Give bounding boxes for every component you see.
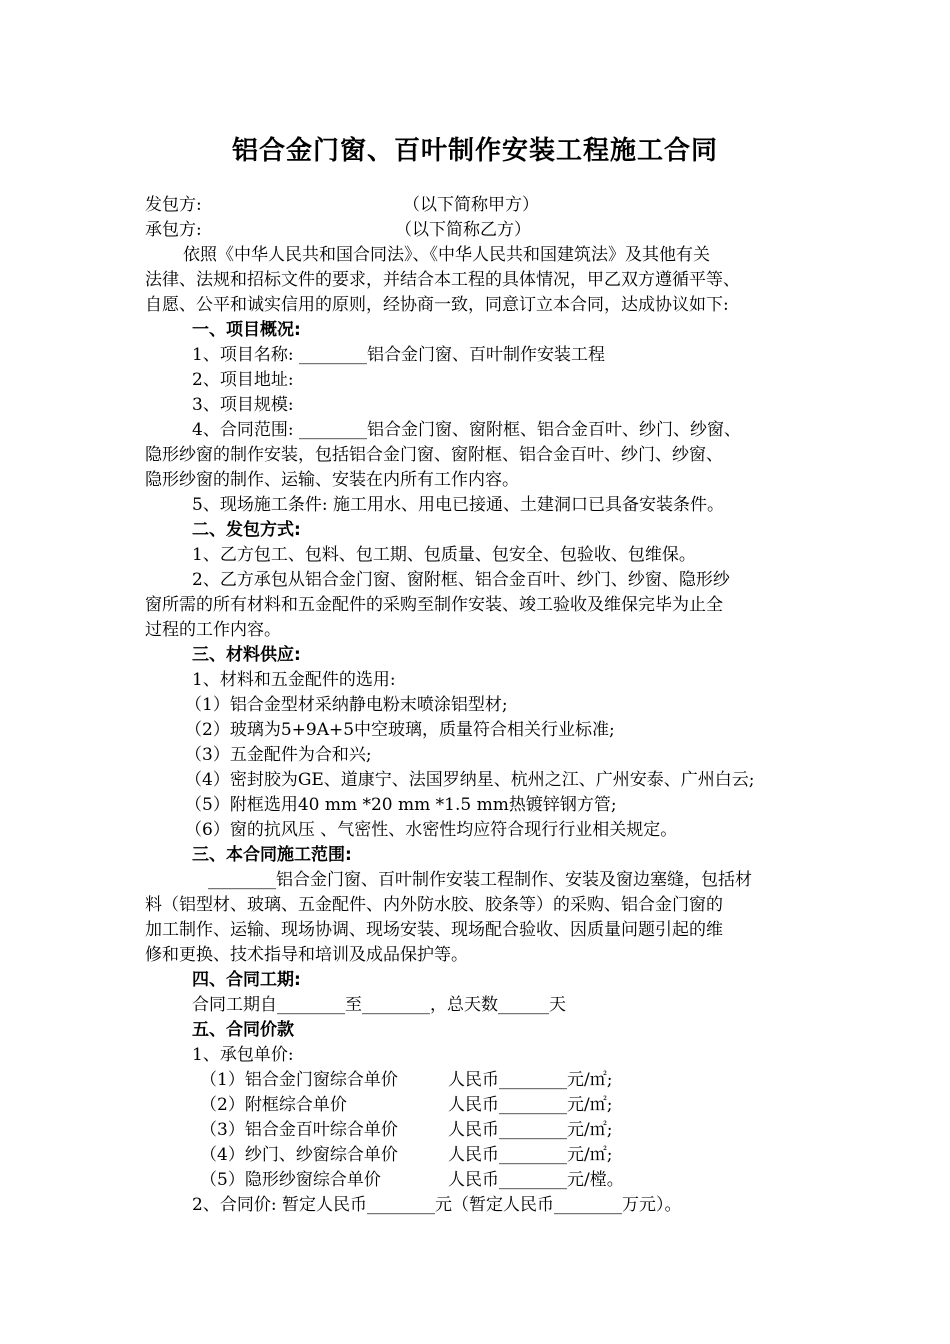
party-a-line — [145, 193, 815, 218]
price-label: （5）隐形纱窗综合单价 — [200, 1170, 381, 1190]
price-value: 人民币________元/㎡; — [448, 1145, 613, 1165]
section-heading: 三、材料供应: — [192, 645, 301, 665]
price-value: 人民币________元/㎡; — [448, 1070, 613, 1090]
section-heading: 三、本合同施工范围: — [192, 845, 352, 865]
price-row — [200, 1143, 870, 1168]
section-line: （6）窗的抗风压 、气密性、水密性均应符合现行行业相关规定。 — [185, 820, 678, 840]
section-line: 过程的工作内容。 — [145, 620, 281, 640]
section-line: （2）玻璃为5+9A+5中空玻璃，质量符合相关行业标准; — [185, 720, 615, 740]
section-line: （3）五金配件为合和兴; — [185, 745, 372, 765]
party-b-label: 承包方: — [145, 220, 202, 240]
section-line: （5）附框选用40 mm *20 mm *1.5 mm热镀锌钢方管; — [185, 795, 617, 815]
section-line: 1、材料和五金配件的选用: — [192, 670, 396, 690]
price-value: 人民币________元/㎡; — [448, 1120, 613, 1140]
price-value: 人民币________元/㎡; — [448, 1095, 613, 1115]
section-line: 5、现场施工条件: 施工用水、用电已接通、土建洞口已具备安装条件。 — [192, 495, 724, 515]
party-a-note: （以下简称甲方） — [403, 195, 539, 215]
section-line: 2、乙方承包从铝合金门窗、窗附框、铝合金百叶、纱门、纱窗、隐形纱 — [192, 570, 730, 590]
price-label: （4）纱门、纱窗综合单价 — [200, 1145, 398, 1165]
section-line: 料（铝型材、玻璃、五金配件、内外防水胶、胶条等）的采购、铝合金门窗的 — [145, 895, 723, 915]
section-line: 加工制作、运输、现场协调、现场安装、现场配合验收、因质量问题引起的维 — [145, 920, 723, 940]
section-line: 2、项目地址: — [192, 370, 294, 390]
section-line: 修和更换、技术指导和培训及成品保护等。 — [145, 945, 468, 965]
section-line: ________铝合金门窗、百叶制作安装工程制作、安装及窗边塞缝，包括材 — [208, 870, 752, 890]
price-value: 人民币________元/樘。 — [448, 1170, 624, 1190]
price-label: （3）铝合金百叶综合单价 — [200, 1120, 398, 1140]
section-heading: 五、合同价款 — [192, 1020, 294, 1040]
section-line: 1、乙方包工、包料、包工期、包质量、包安全、包验收、包维保。 — [192, 545, 696, 565]
section-heading: 四、合同工期: — [192, 970, 301, 990]
section-line: 2、合同价: 暂定人民币________元（暂定人民币________万元）。 — [192, 1195, 682, 1215]
section-heading: 二、发包方式: — [192, 520, 301, 540]
section-line: 合同工期自________至________，总天数______天 — [192, 995, 566, 1015]
price-label: （1）铝合金门窗综合单价 — [200, 1070, 398, 1090]
price-row — [200, 1168, 870, 1193]
section-line: 1、承包单价: — [192, 1045, 294, 1065]
section-line: 隐形纱窗的制作安装，包括铝合金门窗、窗附框、铝合金百叶、纱门、纱窗、 — [145, 445, 723, 465]
intro-line: 依照《中华人民共和国合同法》、《中华人民共和国建筑法》及其他有关 — [183, 245, 710, 265]
party-b-note: （以下简称乙方） — [395, 220, 531, 240]
section-line: （4）密封胶为GE、道康宁、法国罗纳星、杭州之江、广州安泰、广州白云; — [185, 770, 755, 790]
intro-line: 法律、法规和招标文件的要求，并结合本工程的具体情况，甲乙双方遵循平等、 — [145, 270, 740, 290]
section-line: 窗所需的所有材料和五金配件的采购至制作安装、竣工验收及维保完毕为止全 — [145, 595, 723, 615]
price-label: （2）附框综合单价 — [200, 1095, 347, 1115]
section-line: 1、项目名称: ________铝合金门窗、百叶制作安装工程 — [192, 345, 605, 365]
section-heading: 一、项目概况: — [192, 320, 301, 340]
price-row — [200, 1093, 870, 1118]
price-row — [200, 1118, 870, 1143]
party-b-line — [145, 218, 815, 243]
section-line: 4、合同范围: ________铝合金门窗、窗附框、铝合金百叶、纱门、纱窗、 — [192, 420, 741, 440]
section-line: （1）铝合金型材采纳静电粉末喷涂铝型材; — [185, 695, 508, 715]
section-line: 隐形纱窗的制作、运输、安装在内所有工作内容。 — [145, 470, 519, 490]
price-row — [200, 1068, 870, 1093]
intro-line: 自愿、公平和诚实信用的原则，经协商一致，同意订立本合同，达成协议如下: — [145, 295, 729, 315]
document-title: 铝合金门窗、百叶制作安装工程施工合同 — [231, 136, 718, 166]
section-line: 3、项目规模: — [192, 395, 294, 415]
party-a-label: 发包方: — [145, 195, 202, 215]
